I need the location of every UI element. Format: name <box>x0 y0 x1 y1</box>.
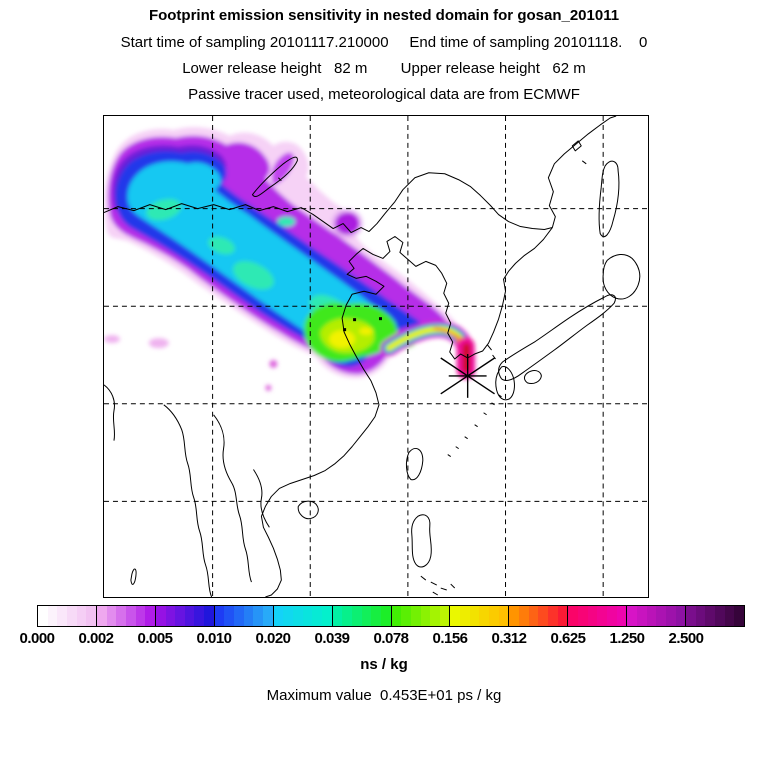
colorbar-tick-label: 0.312 <box>491 630 527 647</box>
colorbar-segment <box>685 606 744 626</box>
colorbar-segment <box>391 606 450 626</box>
colorbar-tick-label: 2.500 <box>668 630 704 647</box>
colorbar-tick-label: 0.156 <box>432 630 468 647</box>
map-panel <box>103 115 649 598</box>
colorbar-segment <box>38 606 96 626</box>
colorbar-tick-label: 0.039 <box>314 630 350 647</box>
colorbar <box>37 605 745 627</box>
colorbar-segment <box>449 606 508 626</box>
colorbar-tick-label: 0.000 <box>19 630 55 647</box>
sensitivity-plume <box>104 127 475 391</box>
colorbar-segment <box>626 606 685 626</box>
colorbar-segment <box>214 606 273 626</box>
colorbar-segment <box>96 606 155 626</box>
colorbar-tick-labels <box>19 630 745 648</box>
colorbar-segment <box>332 606 391 626</box>
colorbar-tick-label: 0.078 <box>373 630 409 647</box>
colorbar-tick-label: 0.625 <box>550 630 586 647</box>
max-value-line: Maximum value 0.453E+01 ps / kg <box>266 687 502 704</box>
colorbar-tick-label: 0.020 <box>255 630 291 647</box>
colorbar-segment <box>155 606 214 626</box>
gosan-station-marker-star-icon <box>441 354 495 398</box>
colorbar-segment <box>273 606 332 626</box>
sampling-times-line: Start time of sampling 20101117.210000 End time of sampling 20101118. 0 <box>120 34 648 51</box>
colorbar-tick-label: 0.005 <box>137 630 173 647</box>
colorbar-unit-label: ns / kg <box>360 656 408 673</box>
footprint-map <box>104 116 648 597</box>
colorbar-segment <box>567 606 626 626</box>
colorbar-tick-label: 1.250 <box>609 630 645 647</box>
figure-title: Footprint emission sensitivity in nested domain for gosan_201011 <box>148 7 620 24</box>
colorbar-segment <box>508 606 567 626</box>
release-heights-line: Lower release height 82 m Upper release height 62 m <box>182 60 586 77</box>
colorbar-tick-label: 0.010 <box>196 630 232 647</box>
tracer-info-line: Passive tracer used, meteorological data are from ECMWF <box>188 86 580 103</box>
colorbar-tick-label: 0.002 <box>78 630 114 647</box>
